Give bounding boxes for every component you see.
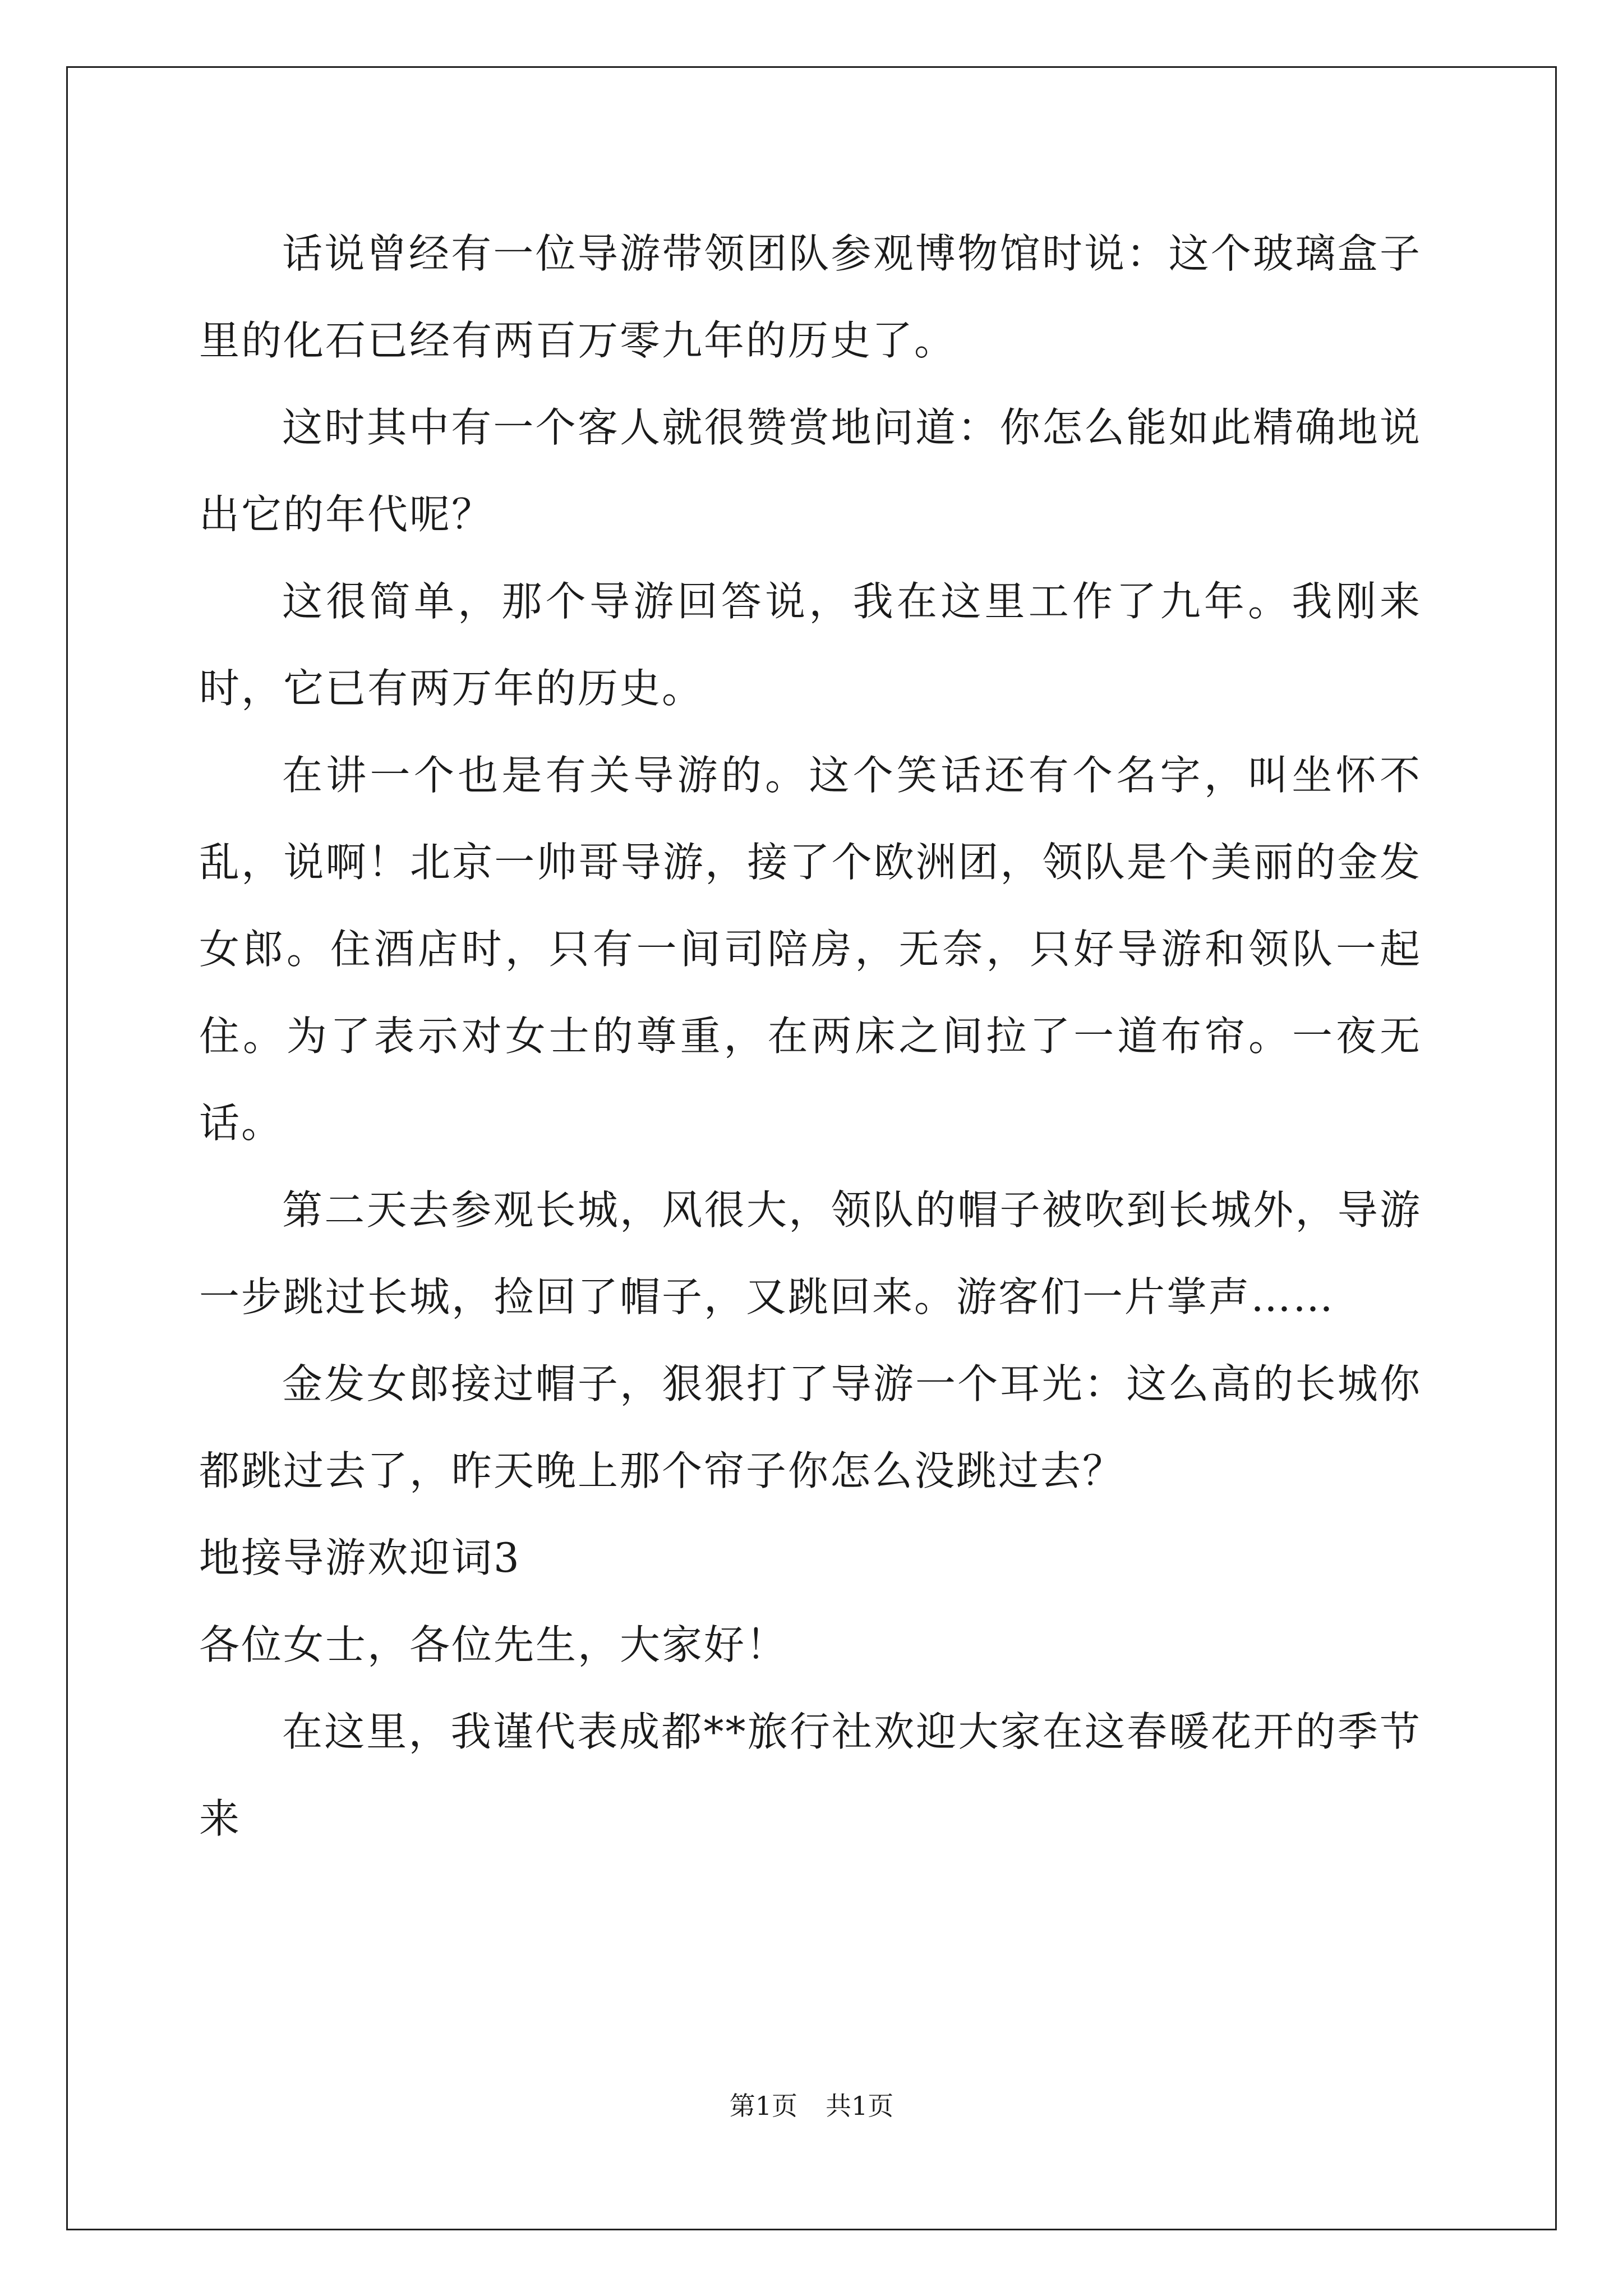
paragraph-guest-question: 这时其中有一个客人就很赞赏地问道：你怎么能如此精确地说出它的年代呢？ [199,404,1422,538]
paragraph-welcome: 在这里，我谨代表成都**旅行社欢迎大家在这春暖花开的季节来 [199,1708,1422,1842]
paragraph-great-wall: 第二天去参观长城，风很大，领队的帽子被吹到长城外，导游一步跳过长城，捡回了帽子，又跳回来。游客们一片掌声…… [199,1186,1422,1320]
page-number-total: 共1页 [826,2091,894,2121]
paragraph-second-joke: 在讲一个也是有关导游的。这个笑话还有个名字，叫坐怀不乱，说啊！北京一帅哥导游，接了个欧洲团，领队是个美丽的金发女郎。住酒店时，只有一间司陪房，无奈，只好导游和领队一起住。为了表示对女士的尊重，在两床之间拉了一道布帘。一夜无话。 [199,752,1422,1147]
page-footer [0,2089,1623,2123]
document-body [199,210,1422,1862]
paragraph-guide-answer: 这很简单，那个导游回答说，我在这里工作了九年。我刚来时，它已有两万年的历史。 [199,578,1422,712]
greeting-line: 各位女士，各位先生，大家好！ [199,1621,789,1668]
section-heading: 地接导游欢迎词3 [199,1534,521,1581]
page-number-current: 第1页 [729,2091,797,2121]
paragraph-punchline: 金发女郎接过帽子，狠狠打了导游一个耳光：这么高的长城你都跳过去了，昨天晚上那个帘子你怎么没跳过去？ [199,1360,1422,1494]
paragraph-museum-fossil: 话说曾经有一位导游带领团队参观博物馆时说：这个玻璃盒子里的化石已经有两百万零九年的历史了。 [199,230,1422,364]
